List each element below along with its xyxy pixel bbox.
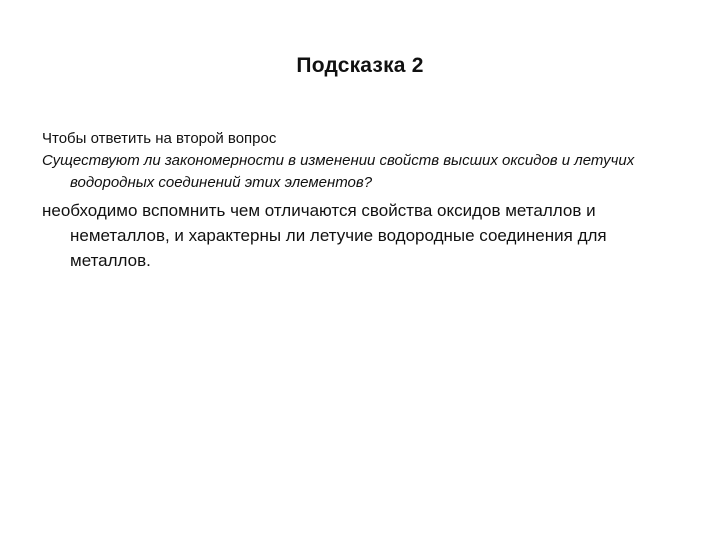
slide-body bbox=[42, 128, 682, 273]
question-text: Существуют ли закономерности в изменении свойств высших оксидов и летучих водородных соединений этих элементов? bbox=[42, 152, 635, 191]
slide-title: Подсказка 2 bbox=[296, 54, 424, 77]
intro-text: Чтобы ответить на второй вопрос bbox=[42, 130, 277, 147]
answer-text: необходимо вспомнить чем отличаются свойства оксидов металлов и неметаллов, и характерны ли летучие водородные соединения для металлов. bbox=[42, 201, 607, 270]
